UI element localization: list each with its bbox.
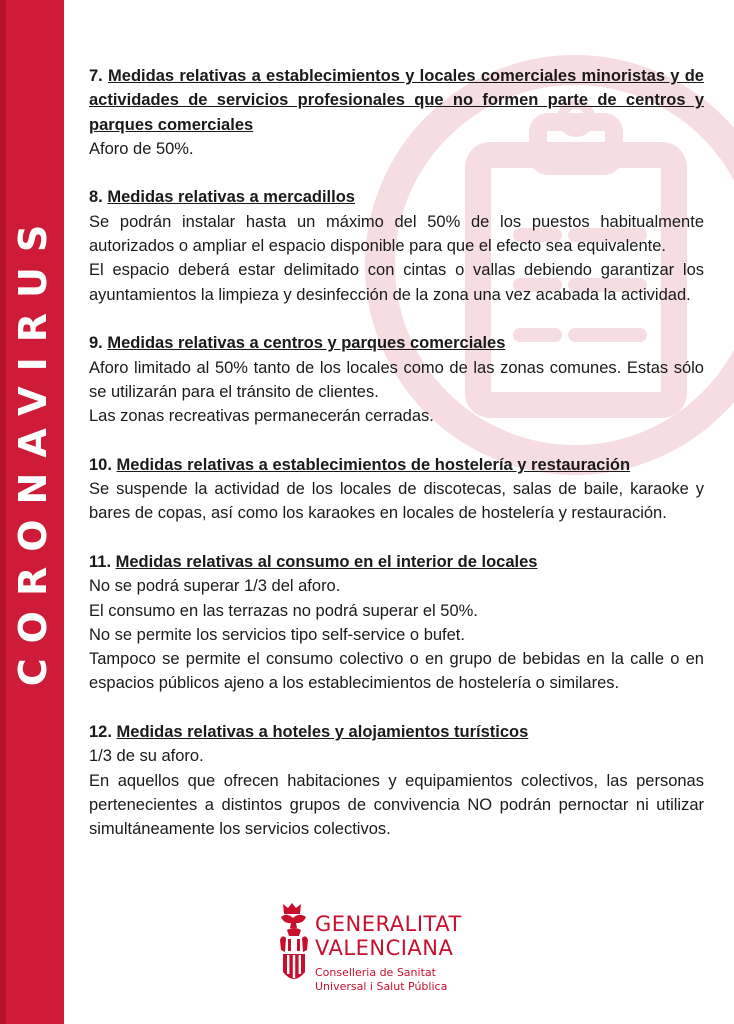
generalitat-logo: [277, 902, 497, 1002]
section-paragraph: En aquellos que ofrecen habitaciones y equipamientos colectivos, las personas pertenecientes a distintos grupos de convivencia NO podrán pernoctar ni utilizar simultáneamente los servicios colectivos.: [89, 771, 704, 839]
section-7: [89, 64, 704, 161]
section-title: Medidas relativas a mercadillos: [107, 188, 355, 207]
section-heading: [89, 720, 704, 744]
section-number: 7.: [89, 67, 103, 85]
section-paragraph: Se podrán instalar hasta un máximo del 50% de los puestos habitualmente autorizados o ampliar el espacio disponible para que el efecto sea equivalente.: [89, 212, 704, 256]
section-heading: [89, 331, 704, 355]
section-title: Medidas relativas a centros y parques comerciales: [107, 334, 506, 353]
section-paragraph: El espacio deberá estar delimitado con cintas o vallas debiendo garantizar los ayuntamientos la limpieza y desinfección de la zona una vez acabada la actividad.: [89, 261, 704, 304]
section-title: Medidas relativas a hoteles y alojamientos turísticos: [116, 723, 529, 742]
crest-icon: [277, 902, 311, 988]
section-number: 9.: [89, 334, 103, 353]
document-body: [89, 64, 704, 866]
section-paragraph: El consumo en las terrazas no podrá superar el 50%.: [89, 601, 478, 620]
section-paragraph: Aforo limitado al 50% tanto de los locales como de las zonas comunes. Estas sólo se utilizarán para el tránsito de clientes.: [89, 358, 704, 401]
section-paragraph: Las zonas recreativas permanecerán cerradas.: [89, 407, 434, 426]
section-paragraph: No se podrá superar 1/3 del aforo.: [89, 577, 341, 596]
logo-line-1: GENERALITAT: [315, 912, 462, 936]
section-heading: [89, 550, 704, 574]
section-title: Medidas relativas al consumo en el interior de locales: [115, 552, 538, 571]
logo-line-2: VALENCIANA: [315, 936, 454, 960]
logo-sub-line-2: Universal i Salut Pública: [315, 980, 448, 993]
section-paragraph: Tampoco se permite el consumo colectivo o en grupo de bebidas en la calle o en espacios públicos ajeno a los establecimientos de hostelería o similares.: [89, 650, 704, 693]
logo-subtitle: [315, 966, 447, 994]
section-12: [89, 720, 704, 841]
section-title: Medidas relativas a establecimientos de hostelería y restauración: [116, 455, 631, 474]
logo-title: [315, 912, 462, 960]
section-heading: [89, 185, 704, 209]
sidebar-edge: [0, 0, 6, 1024]
section-paragraph: No se permite los servicios tipo self-service o bufet.: [89, 625, 465, 644]
section-8: [89, 185, 704, 306]
section-11: [89, 550, 704, 696]
section-9: [89, 331, 704, 428]
section-number: 12.: [89, 723, 112, 742]
section-heading: [89, 64, 704, 137]
section-title: Medidas relativas a establecimientos y locales comerciales minoristas y de actividades de servicios profesionales que no formen parte de centros y parques comerciales: [89, 67, 704, 134]
section-paragraph: 1/3 de su aforo.: [89, 747, 204, 766]
section-number: 11.: [89, 552, 112, 571]
section-number: 8.: [89, 188, 103, 207]
sidebar-band: [0, 0, 64, 1024]
sidebar-title: CORONAVIRUS: [11, 209, 55, 687]
section-heading: [89, 453, 704, 477]
logo-sub-line-1: Conselleria de Sanitat: [315, 966, 436, 979]
section-number: 10.: [89, 455, 112, 474]
section-paragraph: Aforo de 50%.: [89, 139, 194, 158]
section-paragraph: Se suspende la actividad de los locales de discotecas, salas de baile, karaoke y bares de copas, así como los karaokes en locales de hostelería y restauración.: [89, 480, 704, 523]
section-10: [89, 453, 704, 526]
